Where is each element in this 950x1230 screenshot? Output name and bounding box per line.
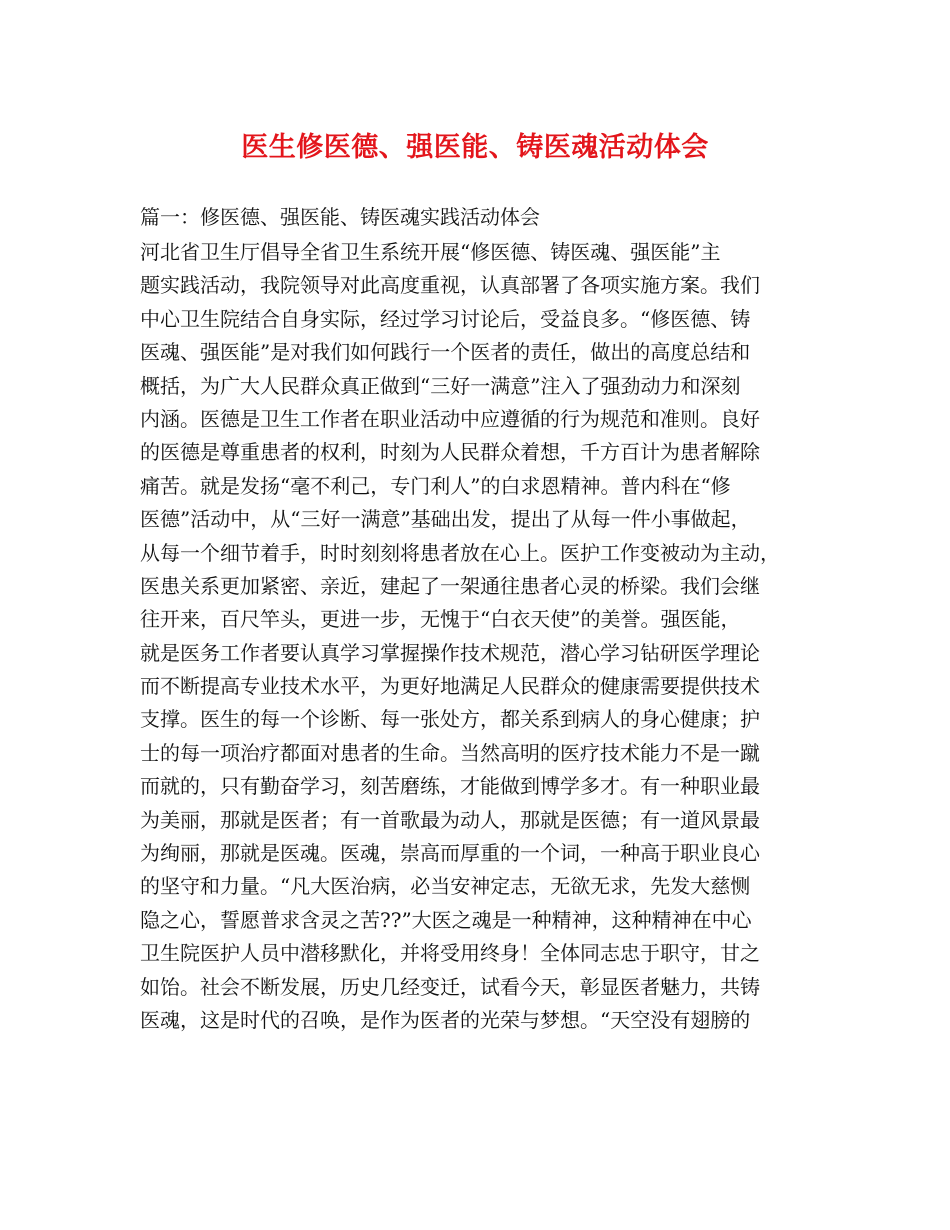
text-line: 从每一个细节着手，时时刻刻将患者放在心上。医护工作变被动为主动， [140,540,780,565]
text-line: 而就的，只有勤奋学习，刻苦磨练，才能做到博学多才。有一种职业最 [140,774,760,799]
text-line: 如饴。社会不断发展，历史几经变迁，试看今天，彰显医者魅力，共铸 [140,974,760,999]
text-line: 卫生院医护人员中潜移默化，并将受用终身！全体同志忠于职守，甘之 [140,941,760,966]
text-line: 题实践活动，我院领导对此高度重视，认真部署了各项实施方案。我们 [140,273,760,298]
text-line: 河北省卫生厅倡导全省卫生系统开展“修医德、铸医魂、强医能”主 [140,240,721,264]
text-line: 为美丽，那就是医者；有一首歌最为动人，那就是医德；有一道风景最 [140,807,760,832]
text-line: 的坚守和力量。“凡大医治病，必当安神定志，无欲无求，先发大慈恻 [140,874,751,899]
text-line: 为绚丽，那就是医魂。医魂，崇高而厚重的一个词，一种高于职业良心 [140,841,760,866]
text-line: 概括，为广大人民群众真正做到“三好一满意”注入了强劲动力和深刻 [140,373,741,398]
text-line: 隐之心，誓愿普求含灵之苦??”大医之魂是一种精神，这种精神在中心 [140,907,752,932]
text-line: 而不断提高专业技术水平，为更好地满足人民群众的健康需要提供技术 [140,674,760,699]
text-line: 往开来，百尺竿头，更进一步，无愧于“白衣天使”的美誉。强医能， [140,607,741,632]
text-line: 痛苦。就是发扬“毫不利己，专门利人”的白求恩精神。普内科在“修 [140,473,731,498]
section-heading: 篇一：修医德、强医能、铸医魂实践活动体会 [140,205,540,229]
text-line: 医德”活动中，从“三好一满意”基础出发，提出了从每一件小事做起， [140,507,751,532]
text-line: 医魂，这是时代的召唤，是作为医者的光荣与梦想。“天空没有翅膀的 [140,1007,751,1032]
body-paragraph [140,236,820,1037]
document-title: 医生修医德、强医能、铸医魂活动体会 [241,132,709,163]
text-line: 就是医务工作者要认真学习掌握操作技术规范，潜心学习钻研医学理论 [140,640,760,665]
text-line: 中心卫生院结合自身实际，经过学习讨论后，受益良多。“修医德、铸 [140,306,751,331]
text-line: 医魂、强医能”是对我们如何践行一个医者的责任，做出的高度总结和 [140,340,751,365]
text-line: 医患关系更加紧密、亲近，建起了一架通往患者心灵的桥梁。我们会继 [140,573,760,598]
text-line: 士的每一项治疗都面对患者的生命。当然高明的医疗技术能力不是一蹴 [140,740,760,765]
text-line: 内涵。医德是卫生工作者在职业活动中应遵循的行为规范和准则。良好 [140,406,760,431]
text-line: 支撑。医生的每一个诊断、每一张处方，都关系到病人的身心健康；护 [140,707,760,732]
text-line: 的医德是尊重患者的权利，时刻为人民群众着想，千方百计为患者解除 [140,440,760,465]
